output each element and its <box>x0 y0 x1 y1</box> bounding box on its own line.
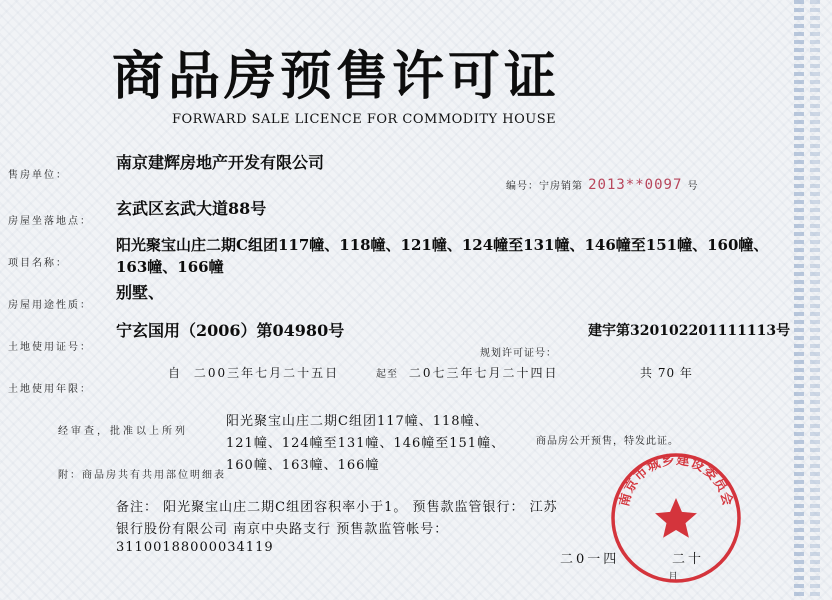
serial-suffix: 号 <box>687 181 699 192</box>
serial-number <box>506 174 698 193</box>
approval-line2: 121幢、124幢至131幢、146幢至151幢、 <box>226 436 506 451</box>
project-value-line1: 阳光聚宝山庄二期C组团117幢、118幢、121幢、124幢至131幢、146幢至151幢、160幢、 <box>116 236 769 254</box>
serial-prefix: 编号：宁房销第 <box>506 181 583 192</box>
land-term-label: 土地使用年限： <box>8 384 92 395</box>
attachment-note: 附：商品房共有共用部位明细表 <box>58 470 226 481</box>
issue-month: 月 <box>668 572 679 583</box>
perforated-edge <box>794 0 804 600</box>
issue-year: 二0一四 <box>560 552 620 567</box>
usage-value: 别墅、 <box>116 283 165 302</box>
term-to-word: 起至 <box>376 369 398 380</box>
seller-value: 南京建辉房地产开发有限公司 <box>116 153 325 172</box>
official-seal <box>608 450 744 586</box>
term-to <box>376 364 558 381</box>
seller-label: 售房单位： <box>8 170 68 181</box>
issue-day: 二十 <box>672 552 705 567</box>
remarks-line1: 备注： 阳光聚宝山庄二期C组团容积率小于1。 预售款监管银行： 江苏 <box>116 500 558 515</box>
approval-prefix: 经审查，批准以上所列 <box>58 426 188 437</box>
usage-label: 房屋用途性质： <box>8 300 92 311</box>
land-cert-label: 土地使用证号： <box>8 342 92 353</box>
location-label: 房屋坐落地点： <box>8 216 92 227</box>
seal-text: 南京市城乡建设委员会 <box>617 452 735 509</box>
remarks-line2: 银行股份有限公司 南京中央路支行 预售款监管帐号： <box>116 522 449 537</box>
project-value-line2: 163幢、166幢 <box>116 258 224 276</box>
perforated-edge-outer <box>810 0 820 600</box>
term-from <box>168 364 339 381</box>
planning-cert-value: 建宇第320102201111113号 <box>588 323 791 339</box>
approval-suffix: 商品房公开预售，特发此证。 <box>536 436 679 447</box>
approval-line3: 160幢、163幢、166幢 <box>226 458 380 473</box>
project-label: 项目名称： <box>8 258 68 269</box>
approval-line1: 阳光聚宝山庄二期C组团117幢、118幢、 <box>226 414 489 429</box>
licence-title: 商品房预售许可证 <box>112 46 561 107</box>
planning-cert-label: 规划许可证号： <box>480 348 557 359</box>
remarks-line3: 31100188000034119 <box>116 540 274 555</box>
land-cert-value: 宁玄国用（2006）第04980号 <box>116 321 345 340</box>
term-total: 共 70 年 <box>640 366 693 380</box>
serial-value: 2013**0097 <box>588 177 683 193</box>
licence-subtitle: FORWARD SALE LICENCE FOR COMMODITY HOUSE <box>172 112 557 127</box>
location-value: 玄武区玄武大道88号 <box>116 199 267 218</box>
term-from-date: 二00三年七月二十五日 <box>193 366 340 380</box>
term-to-date: 二0七三年七月二十四日 <box>408 366 559 380</box>
star-icon <box>655 498 697 538</box>
term-from-word: 自 <box>168 366 182 380</box>
